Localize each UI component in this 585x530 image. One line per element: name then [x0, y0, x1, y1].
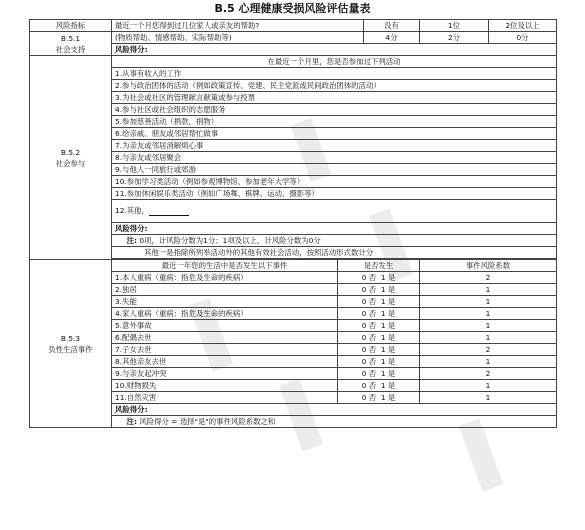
s3-note [112, 416, 557, 428]
s3-risk-score[interactable]: 风险得分: [112, 404, 557, 416]
page-title: B.5 心理健康受损风险评估量表 [214, 2, 371, 15]
s3-occur-11[interactable]: 0 否 1 是 [338, 392, 420, 404]
s2-note-2: 其他一是指除所列举活动外的其他有效社会活动，按照活动形式数计分 [112, 247, 557, 259]
option-two-plus: 2位及以上 [489, 20, 557, 32]
s2-note-label: 注: [126, 235, 137, 245]
s3-coef-3: 1 [420, 296, 557, 308]
s3-event-7: 7.子女去世 [112, 344, 338, 356]
indicator-header: 风险指标 [30, 20, 112, 32]
s3-note-label: 注: [126, 416, 137, 426]
s2-other-blank[interactable] [149, 207, 189, 216]
header-row [30, 20, 557, 32]
s2-item-6[interactable]: 6.给亲戚、朋友或邻居帮忙做事 [112, 128, 557, 140]
s3-occur-2[interactable]: 0 否 1 是 [338, 284, 420, 296]
s1-risk-score[interactable]: 风险得分: [112, 44, 557, 56]
s3-occur-4[interactable]: 0 否 1 是 [338, 308, 420, 320]
s3-occur-5[interactable]: 0 否 1 是 [338, 320, 420, 332]
s2-item-8[interactable]: 8.与亲友或邻居聚会 [112, 152, 557, 164]
s2-question-row [30, 56, 557, 68]
s3-coef-2: 1 [420, 284, 557, 296]
s3-coef-5: 1 [420, 320, 557, 332]
s3-occur-8[interactable]: 0 否 1 是 [338, 356, 420, 368]
s2-code: B.5.2 [60, 147, 81, 157]
s3-occur-7[interactable]: 0 否 1 是 [338, 344, 420, 356]
s3-indicator [30, 260, 112, 428]
s3-event-10: 10.财物损失 [112, 380, 338, 392]
s1-code: B.5.1 [60, 33, 81, 43]
s3-event-4: 4.家人重病（重病：指危及生命的疾病） [112, 308, 338, 320]
s2-item-1[interactable]: 1.从事有收入的工作 [112, 68, 557, 80]
s2-item-5[interactable]: 5.参加慈善活动（捐款，捐物） [112, 116, 557, 128]
s2-risk-score[interactable]: 风险得分: [112, 223, 557, 235]
s1-score-row [30, 32, 557, 44]
s3-coef-6: 1 [420, 332, 557, 344]
option-none: 没有 [364, 20, 420, 32]
s2-item-9[interactable]: 9.与他人一同旅行或郊游 [112, 164, 557, 176]
s3-occur-9[interactable]: 0 否 1 是 [338, 368, 420, 380]
s3-coef-1: 2 [420, 272, 557, 284]
option-one: 1位 [420, 20, 489, 32]
s1-score-0: 4分 [364, 32, 420, 44]
assessment-table [29, 19, 557, 428]
s3-coef-7: 2 [420, 344, 557, 356]
s2-item-3[interactable]: 3.为社会或社区的管理献言献策或参与投票 [112, 92, 557, 104]
s3-coef-10: 1 [420, 380, 557, 392]
s3-col-coef: 事件风险系数 [420, 260, 557, 272]
s3-coef-8: 1 [420, 356, 557, 368]
s3-event-8: 8.其他亲友去世 [112, 356, 338, 368]
s1-name: 社会支持 [55, 44, 86, 54]
s3-event-6: 6.配偶去世 [112, 332, 338, 344]
s2-item-10[interactable]: 10.参加学习类活动（例如参观博物馆、参加老年大学等） [112, 176, 557, 188]
s3-occur-3[interactable]: 0 否 1 是 [338, 296, 420, 308]
s3-header-row [30, 260, 557, 272]
s3-occur-10[interactable]: 0 否 1 是 [338, 380, 420, 392]
s3-name: 负性生活事件 [48, 344, 93, 354]
s2-indicator [30, 56, 112, 260]
s2-item-4[interactable]: 4.参与社区或社会组织的志愿服务 [112, 104, 557, 116]
s3-event-5: 5.意外事故 [112, 320, 338, 332]
s3-occur-6[interactable]: 0 否 1 是 [338, 332, 420, 344]
s3-event-2: 2.独居 [112, 284, 338, 296]
s3-coef-9: 2 [420, 368, 557, 380]
s1-score-2: 0分 [489, 32, 557, 44]
s1-sub: (物质帮助、情感帮助、实际帮助等) [112, 32, 364, 44]
s2-question: 在最近一个月里，您是否参加过下列活动 [112, 56, 557, 68]
s3-event-9: 9.与亲友起冲突 [112, 368, 338, 380]
s2-note-1: 0项，计风险分数为1分；1项及以上，计风险分数为0分 [139, 235, 321, 245]
s3-note-text: 风险得分 = 选择"是"的事件风险系数之和 [139, 416, 276, 426]
s2-note [112, 235, 557, 247]
s3-coef-11: 1 [420, 392, 557, 404]
s2-other-label: 12.其他， [115, 206, 149, 215]
s2-item-7[interactable]: 7.为亲友或邻居消解烦心事 [112, 140, 557, 152]
s3-col-event: 最近一年您的生活中是否发生以下事件 [112, 260, 338, 272]
s3-event-11: 11.自然灾害 [112, 392, 338, 404]
s1-score-1: 2分 [420, 32, 489, 44]
s3-occur-1[interactable]: 0 否 1 是 [338, 272, 420, 284]
s3-event-3: 3.失能 [112, 296, 338, 308]
s3-col-occur: 是否发生 [338, 260, 420, 272]
s3-event-1: 1.本人重病（重病：指危及生命的疾病） [112, 272, 338, 284]
s2-name: 社会参与 [55, 158, 86, 168]
s2-item-11[interactable]: 11.参加休闲娱乐类活动（例如广场舞、棋牌、运动、摄影等） [112, 188, 557, 200]
s2-item-12[interactable] [112, 200, 557, 223]
s3-coef-4: 1 [420, 308, 557, 320]
question-1: 最近一个月您得到过几位家人或亲友的帮助? [112, 20, 364, 32]
s3-code: B.5.3 [60, 333, 81, 343]
s2-item-2[interactable]: 2.参与政治团体的活动（例如政策宣传、党建、民主党派或民间政治团体的活动） [112, 80, 557, 92]
s1-indicator [30, 32, 112, 56]
